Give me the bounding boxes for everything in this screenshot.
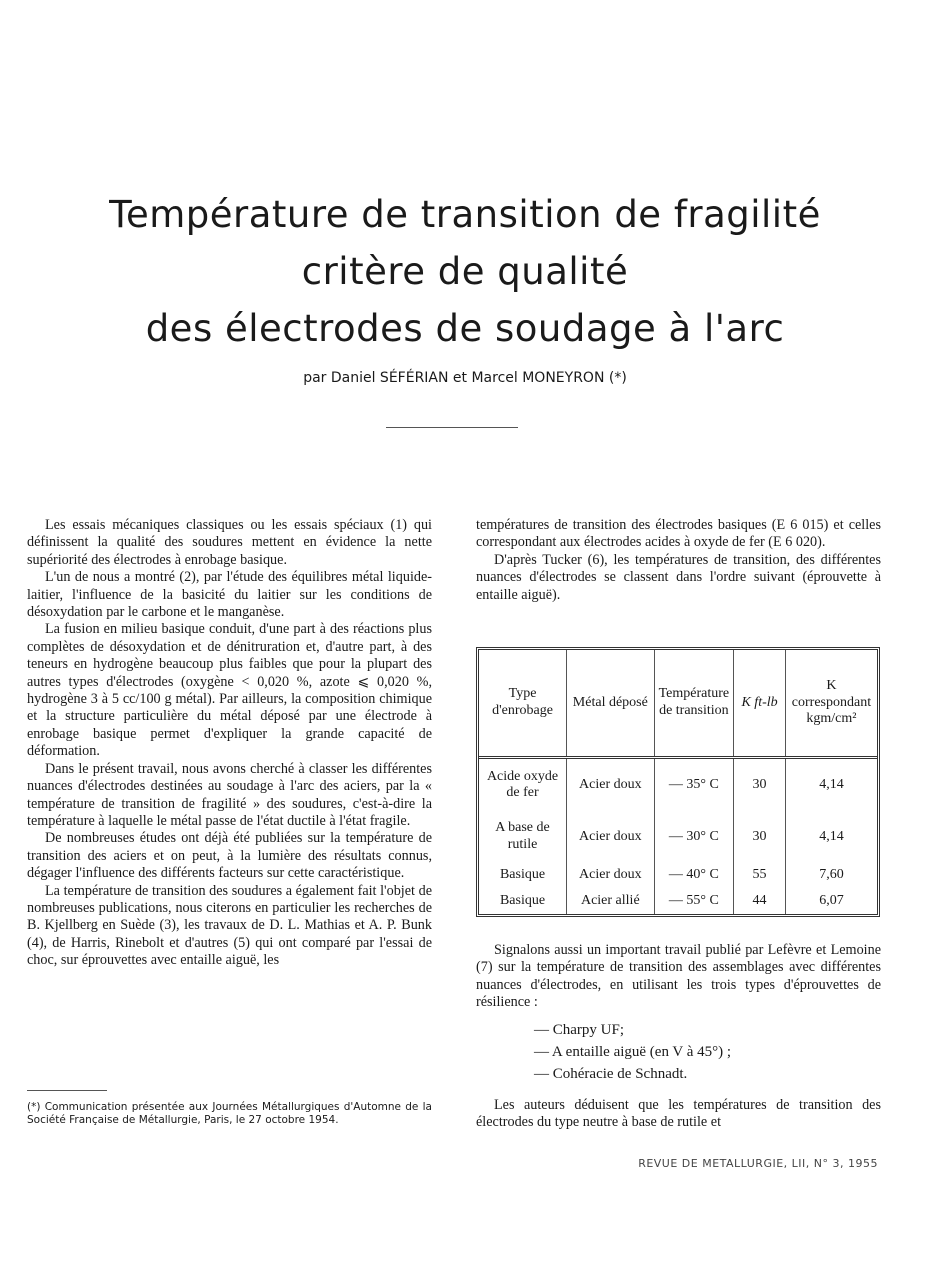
table-cell: 6,07 xyxy=(785,888,877,914)
running-footer: REVUE DE METALLURGIE, LII, N° 3, 1955 xyxy=(638,1157,878,1170)
transition-table xyxy=(476,647,880,917)
table-cell: 30 xyxy=(734,758,786,812)
table-row xyxy=(479,811,877,862)
paragraph: La fusion en milieu basique conduit, d'une part à des réactions plus complètes de désoxydation et de dénitruration et, d'autre part, à des teneurs en hydrogène beaucoup plus faibles que pour la plupart des autres types d'électrodes (oxygène < 0,020 %, azote ⩽ 0,020 %, hydrogène 3 à 5 cc/100 g métal). Par ailleurs, la composition chimique et la structure particulière du métal déposé par une électrode à enrobage basique permet d'expliquer la grande capacité de déformation. xyxy=(27,621,432,760)
table-cell: — 40° C xyxy=(654,863,734,889)
paragraph: D'après Tucker (6), les températures de transition, des différentes nuances d'électrodes se classent dans l'ordre suivant (éprouvette à entaille aiguë). xyxy=(476,551,881,603)
list-item: — Cohéracie de Schnadt. xyxy=(534,1065,688,1082)
table-cell: Acier doux xyxy=(567,863,655,889)
left-column xyxy=(27,517,432,970)
paragraph: Les auteurs déduisent que les températures de transition des électrodes du type neutre à base de rutile et xyxy=(476,1096,881,1131)
table-cell: — 35° C xyxy=(654,758,734,812)
table-cell: — 55° C xyxy=(654,888,734,914)
table-cell: Acier doux xyxy=(567,758,655,812)
table-row xyxy=(479,863,877,889)
title-divider xyxy=(386,427,518,428)
table-row xyxy=(479,758,877,812)
table-header: K correspondant kgm/cm² xyxy=(785,650,877,758)
table-header: Type d'enrobage xyxy=(479,650,567,758)
table-cell: 30 xyxy=(734,811,786,862)
table-header: Métal déposé xyxy=(567,650,655,758)
paragraph: Dans le présent travail, nous avons cherché à classer les différentes nuances d'électrodes destinées au soudage à l'arc des aciers, par la « température de transition de fragilité » des soudures, c'est-à-dire la température à laquelle le métal passe de l'état ductile à l'état fragile. xyxy=(27,760,432,829)
paragraph: Les essais mécaniques classiques ou les essais spéciaux (1) qui définissent la qualité des soudures mettent en évidence la nette supériorité des électrodes à enrobage basique. xyxy=(27,517,432,568)
table-cell: 7,60 xyxy=(785,863,877,889)
paragraph: La température de transition des soudures a également fait l'objet de nombreuses publications, nous citerons en particulier les recherches de B. Kjellberg en Suède (3), les travaux de D. L. Mathias et A. P. Bunk (4), de Harris, Rinebolt et d'autres (5) qui ont comparé par l'essai de choc, sur éprouvettes avec entaille aiguë, les xyxy=(27,882,432,969)
right-column-top xyxy=(476,517,881,604)
table-header: Température de transition xyxy=(654,650,734,758)
table-cell: Acide oxyde de fer xyxy=(486,768,559,801)
table-header: K ft-lb xyxy=(734,650,786,758)
specimen-list xyxy=(534,1019,881,1085)
table-cell: 4,14 xyxy=(785,758,877,812)
list-item: — Charpy UF; xyxy=(534,1021,624,1038)
title-line-2: critère de qualité xyxy=(301,250,629,293)
table-cell: Acier allié xyxy=(567,888,655,914)
table-cell: Basique xyxy=(499,867,546,883)
footnote-divider xyxy=(27,1090,107,1091)
table-cell: 55 xyxy=(734,863,786,889)
table-cell: A base de rutile xyxy=(495,820,550,852)
table-cell: Basique xyxy=(499,892,546,908)
table-cell: 4,14 xyxy=(785,811,877,862)
paragraph: températures de transition des électrodes basiques (E 6 015) et celles correspondant aux électrodes acides à oxyde de fer (E 6 020). xyxy=(476,517,881,551)
table-row xyxy=(479,888,877,914)
article-title xyxy=(40,186,890,357)
paragraph: L'un de nous a montré (2), par l'étude des équilibres métal liquide-laitier, l'influence de la basicité du laitier sur les conditions de désoxydation par le carbone et le manganèse. xyxy=(27,569,432,621)
paragraph: Signalons aussi un important travail publié par Lefèvre et Lemoine (7) sur la température de transition des assemblages avec différentes nuances d'électrodes, en utilisant les trois types d'éprouvettes de résilience : xyxy=(476,942,881,1011)
title-line-1: Température de transition de fragilité xyxy=(109,193,821,236)
table-cell: — 30° C xyxy=(654,811,734,862)
right-column-bottom xyxy=(476,942,881,1131)
paragraph: De nombreuses études ont déjà été publiées sur la température de transition des aciers et on peut, à la lumière des résultats connus, dégager l'influence des différents facteurs sur cette caractéristique. xyxy=(27,830,432,882)
list-item: — A entaille aiguë (en V à 45°) ; xyxy=(534,1043,732,1060)
table-cell: 44 xyxy=(734,888,786,914)
footnote: (*) Communication présentée aux Journées Métallurgiques d'Automne de la Société Française de Métallurgie, Paris, le 27 octobre 1954. xyxy=(27,1101,432,1126)
table-cell: Acier doux xyxy=(567,811,655,862)
title-line-3: des électrodes de soudage à l'arc xyxy=(145,307,785,350)
authors-byline: par Daniel SÉFÉRIAN et Marcel MONEYRON (*) xyxy=(303,370,627,386)
